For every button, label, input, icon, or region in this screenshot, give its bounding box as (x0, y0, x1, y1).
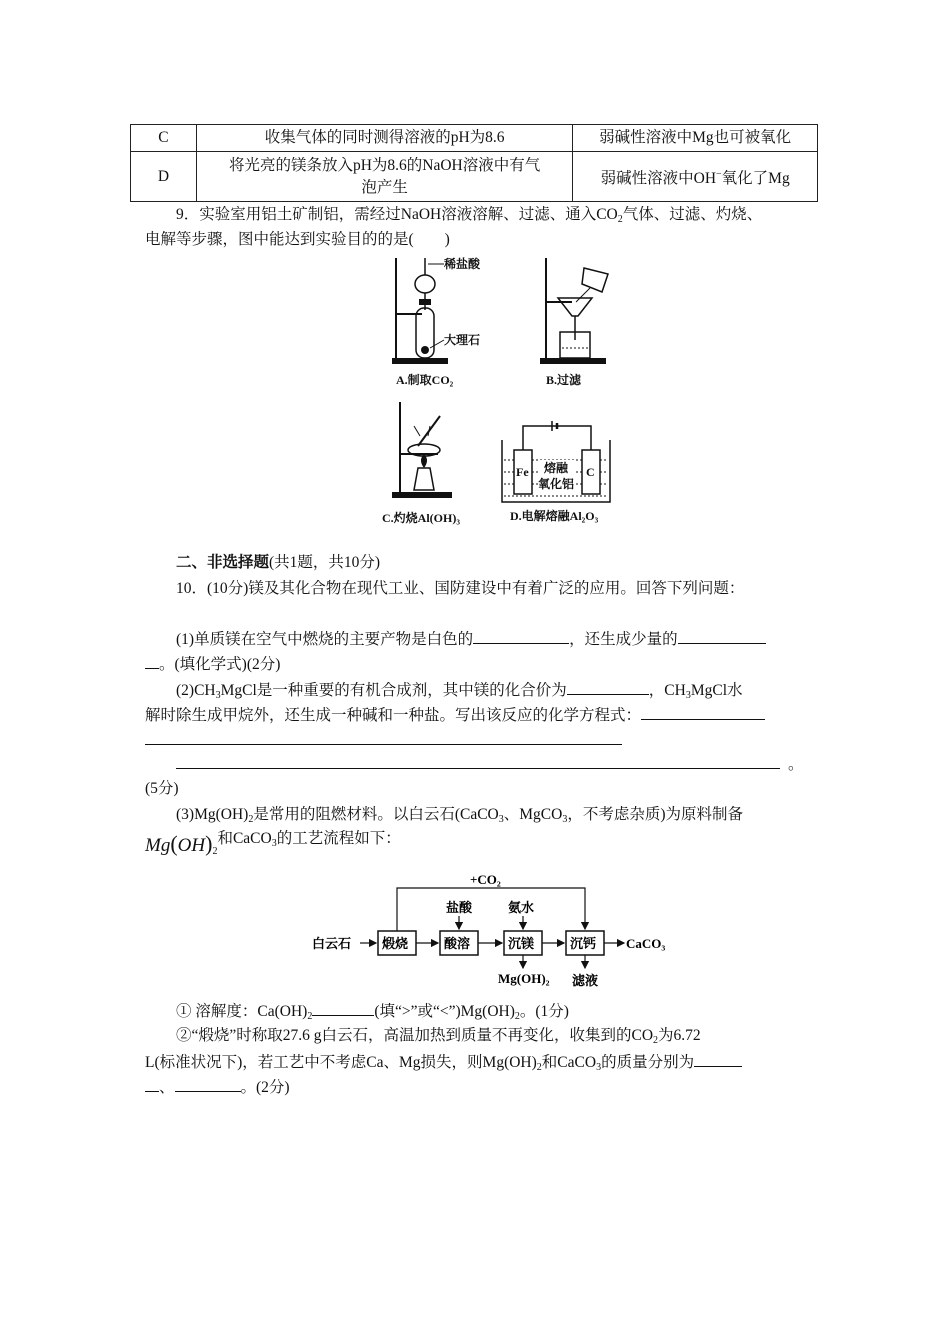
answer-line[interactable] (176, 768, 780, 769)
q10-text: 解时除生成甲烷外，还生成一种碱和一种盐。写出该反应的化学方程式： (145, 707, 642, 724)
q9-text: 9．实验室用铝土矿制铝，需经过NaOH溶液溶解、过滤、通入CO (176, 206, 618, 223)
figure-d (494, 420, 624, 528)
q10-text: (1)单质镁在空气中燃烧的主要产物是白色的 (176, 631, 474, 648)
figure-a (378, 252, 488, 392)
q10-text: 为6.72 (658, 1027, 701, 1044)
operation-cell: 收集气体的同时测得溶液的pH为8.6 (196, 125, 572, 152)
subscript: 2 (617, 214, 623, 225)
step-label: 酸溶 (444, 936, 471, 951)
figure-a-caption: A.制取CO₂ (396, 373, 454, 387)
answer-blank[interactable] (312, 999, 374, 1016)
figure-b (528, 252, 628, 392)
superscript: − (716, 168, 722, 180)
operation-line2: 泡产生 (361, 178, 408, 196)
answer-blank[interactable] (175, 1075, 241, 1092)
conclusion-cell: 弱碱性溶液中Mg也可被氧化 (573, 125, 818, 152)
hcl-label: 盐酸 (446, 900, 473, 915)
subscript: 3 (215, 690, 221, 701)
q10-sub2-line3 (145, 1075, 290, 1100)
q10-part2-line2 (145, 703, 765, 728)
product-filtrate: 滤液 (572, 973, 599, 988)
c-label: C (586, 465, 595, 479)
funnel (558, 298, 592, 316)
answer-blank[interactable] (641, 703, 765, 720)
co2-label: +CO₂ (470, 872, 501, 887)
answer-blank[interactable] (145, 652, 159, 669)
q10-text: 是常用的阻燃材料。以白云石(CaCO (253, 806, 499, 823)
q10-text: (填“>”或“<”)Mg(OH) (374, 1003, 515, 1020)
answer-blank[interactable] (694, 1050, 742, 1067)
step-label: 沉镁 (508, 936, 535, 951)
subscript: 2 (536, 1062, 542, 1073)
step-label: 沉钙 (570, 936, 597, 951)
q10-part3-line2: $Mg(OH)_2$和CaCO$_3$的工艺流程如下： (145, 830, 401, 857)
funnel (415, 275, 435, 293)
figure-d-caption: D.电解熔融Al₂O₃ (510, 509, 599, 523)
stand-base (392, 358, 448, 364)
product-mgoh2: Mg(OH)₂ (498, 971, 550, 986)
q10-part2-score: (5分) (145, 780, 179, 797)
alcohol-lamp (414, 468, 434, 490)
q9-text: 气体、过滤、灼烧、 (622, 206, 763, 223)
q10-text: (3)Mg(OH) (176, 806, 249, 823)
table-row (131, 152, 818, 202)
q10-text: ，还生成少量的 (569, 631, 678, 648)
q10-text: 和CaCO (541, 1054, 597, 1071)
q10-text: ① 溶解度：Ca(OH) (176, 1003, 308, 1020)
product-caco3: CaCO₃ (626, 936, 666, 951)
q10-text: ，不考虑杂质)为原料制备 (567, 806, 743, 823)
fe-label: Fe (516, 465, 529, 479)
conclusion-cell (573, 152, 818, 202)
melt-label: 熔融 (544, 461, 569, 475)
section-heading (176, 551, 380, 575)
q10-part1-cont (145, 652, 280, 677)
subscript: 2 (307, 1011, 313, 1022)
options-table (130, 124, 818, 202)
answer-line[interactable] (145, 744, 622, 745)
solid-label: 大理石 (444, 333, 481, 347)
q10-text: (2)CH (176, 682, 216, 699)
answer-blank[interactable] (145, 1075, 159, 1092)
subscript: 3 (596, 1062, 602, 1073)
q10-part3 (176, 803, 743, 832)
table-row (131, 125, 818, 152)
q10-text: 。(1分) (519, 1003, 569, 1020)
figure-b-caption: B.过滤 (546, 373, 582, 387)
option-label: C (131, 125, 197, 152)
q10-text: ，CH (648, 682, 686, 699)
melt-label: 氧化铝 (538, 477, 575, 491)
subscript: 3 (562, 814, 568, 825)
reagent-label: 稀盐酸 (444, 257, 481, 271)
option-label: D (131, 152, 197, 202)
operation-line1: 将光亮的镁条放入pH为8.6的NaOH溶液中有气 (228, 156, 541, 174)
figure-c (378, 398, 488, 528)
marble (421, 346, 429, 354)
q10-sub2-line1 (176, 1024, 701, 1053)
q10-part1 (176, 627, 766, 652)
nh3-label: 氨水 (508, 900, 535, 915)
process-flowchart (308, 868, 688, 992)
subscript: 2 (514, 1011, 520, 1022)
step-label: 煅烧 (382, 936, 409, 951)
subscript: 3 (271, 838, 277, 849)
q10-text: MgCl是一种重要的有机合成剂，其中镁的化合价为 (220, 682, 567, 699)
q10-text: 和CaCO (217, 830, 272, 847)
conclusion-text: 氧化了Mg (721, 169, 790, 187)
q10-text: 、 (159, 1079, 175, 1096)
answer-blank[interactable] (567, 678, 649, 695)
subscript: 2 (248, 814, 254, 825)
stand-base (392, 492, 452, 498)
q10-intro: 10．(10分)镁及其化合物在现代工业、国防建设中有着广泛的应用。回答下列问题： (176, 580, 745, 597)
answer-blank[interactable] (473, 627, 569, 644)
q9-line2: 电解等步骤，图中能达到实验目的的是( ) (145, 231, 450, 248)
section-title: 二、非选择题 (176, 554, 270, 571)
formula-oh: OH (177, 835, 206, 856)
section-detail: (共1题，共10分) (269, 554, 381, 571)
formula-mg: Mg (145, 835, 171, 856)
figure-c-caption: C.灼烧Al(OH)₃ (382, 511, 460, 525)
subscript: 2 (212, 846, 218, 857)
q10-text: ②“煅烧”时称取27.6 g白云石，高温加热到质量不再变化，收集到的CO (176, 1027, 654, 1044)
operation-cell (196, 152, 572, 202)
q10-text: MgCl水 (690, 682, 743, 699)
q10-text: 、MgCO (503, 806, 563, 823)
q10-text: 的工艺流程如下： (276, 830, 401, 847)
subscript: 2 (653, 1035, 659, 1046)
subscript: 3 (498, 814, 504, 825)
q10-text: 。(填化学式)(2分) (159, 656, 281, 673)
pouring-beaker (582, 268, 608, 292)
period: 。 (788, 756, 804, 773)
q10-text: 。(2分) (240, 1079, 290, 1096)
stand-base (540, 358, 606, 364)
answer-blank[interactable] (678, 627, 766, 644)
q10-text: 的质量分别为 (601, 1054, 695, 1071)
start-label: 白云石 (312, 936, 352, 951)
q10-text: L(标准状况下)，若工艺中不考虑Ca、Mg损失，则Mg(OH) (145, 1054, 537, 1071)
subscript: 3 (685, 690, 691, 701)
conclusion-text: 弱碱性溶液中OH (600, 169, 717, 187)
